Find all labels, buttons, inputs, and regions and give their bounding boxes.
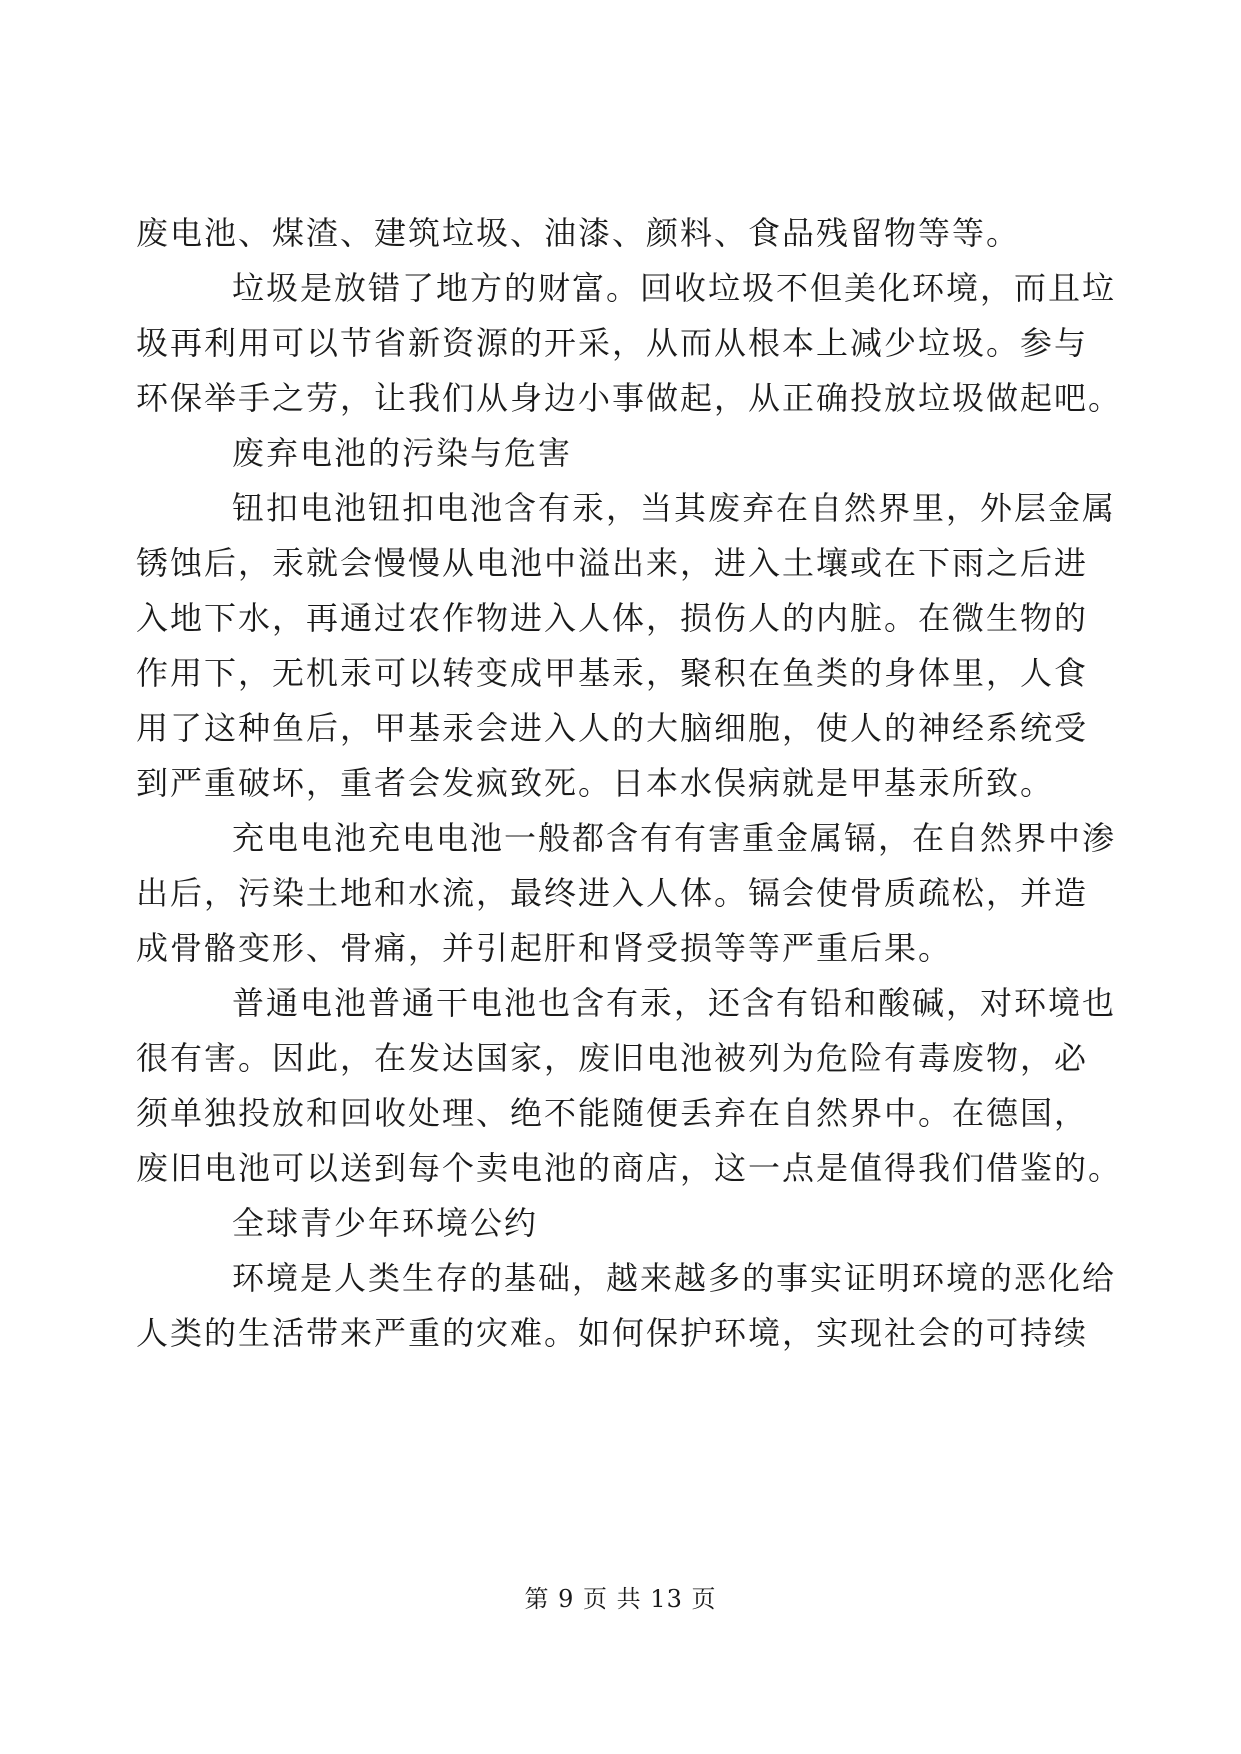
body-line-10: 用了这种鱼后，甲基汞会进入人的大脑细胞，使人的神经系统受 xyxy=(136,709,1089,747)
section-heading-convention: 全球青少年环境公约 xyxy=(232,1204,539,1242)
body-line-21: 人类的生活带来严重的灾难。如何保护环境，实现社会的可持续 xyxy=(136,1314,1089,1352)
body-line-13: 出后，污染土地和水流，最终进入人体。镉会使骨质疏松，并造 xyxy=(136,874,1089,912)
body-line-17: 须单独投放和回收处理、绝不能随便丢弃在自然界中。在德国， xyxy=(136,1094,1089,1132)
body-line-14: 成骨骼变形、骨痛，并引起肝和肾受损等等严重后果。 xyxy=(136,929,953,967)
body-line-3: 圾再利用可以节省新资源的开采，从而从根本上减少垃圾。参与 xyxy=(136,324,1089,362)
body-line-4: 环保举手之劳，让我们从身边小事做起，从正确投放垃圾做起吧。 xyxy=(136,379,1123,417)
body-line-7: 锈蚀后，汞就会慢慢从电池中溢出来，进入土壤或在下雨之后进 xyxy=(136,544,1089,582)
body-line-20: 环境是人类生存的基础，越来越多的事实证明环境的恶化给 xyxy=(232,1259,1117,1297)
body-line-2: 垃圾是放错了地方的财富。回收垃圾不但美化环境，而且垃 xyxy=(232,269,1117,307)
body-line-18: 废旧电池可以送到每个卖电池的商店，这一点是值得我们借鉴的。 xyxy=(136,1149,1123,1187)
body-line-9: 作用下，无机汞可以转变成甲基汞，聚积在鱼类的身体里，人食 xyxy=(136,654,1089,692)
body-line-12: 充电电池充电电池一般都含有有害重金属镉，在自然界中渗 xyxy=(232,819,1117,857)
body-line-8: 入地下水，再通过农作物进入人体，损伤人的内脏。在微生物的 xyxy=(136,599,1089,637)
body-line-11: 到严重破坏，重者会发疯致死。日本水俣病就是甲基汞所致。 xyxy=(136,764,1055,802)
body-line-6: 钮扣电池钮扣电池含有汞，当其废弃在自然界里，外层金属 xyxy=(232,489,1117,527)
page-number-footer: 第 9 页 共 13 页 xyxy=(524,1585,717,1613)
body-line-15: 普通电池普通干电池也含有汞，还含有铅和酸碱，对环境也 xyxy=(232,984,1117,1022)
section-heading-battery: 废弃电池的污染与危害 xyxy=(232,434,573,472)
body-line-16: 很有害。因此，在发达国家，废旧电池被列为危险有毒废物，必 xyxy=(136,1039,1089,1077)
body-line-1: 废电池、煤渣、建筑垃圾、油漆、颜料、食品残留物等等。 xyxy=(136,214,1021,252)
